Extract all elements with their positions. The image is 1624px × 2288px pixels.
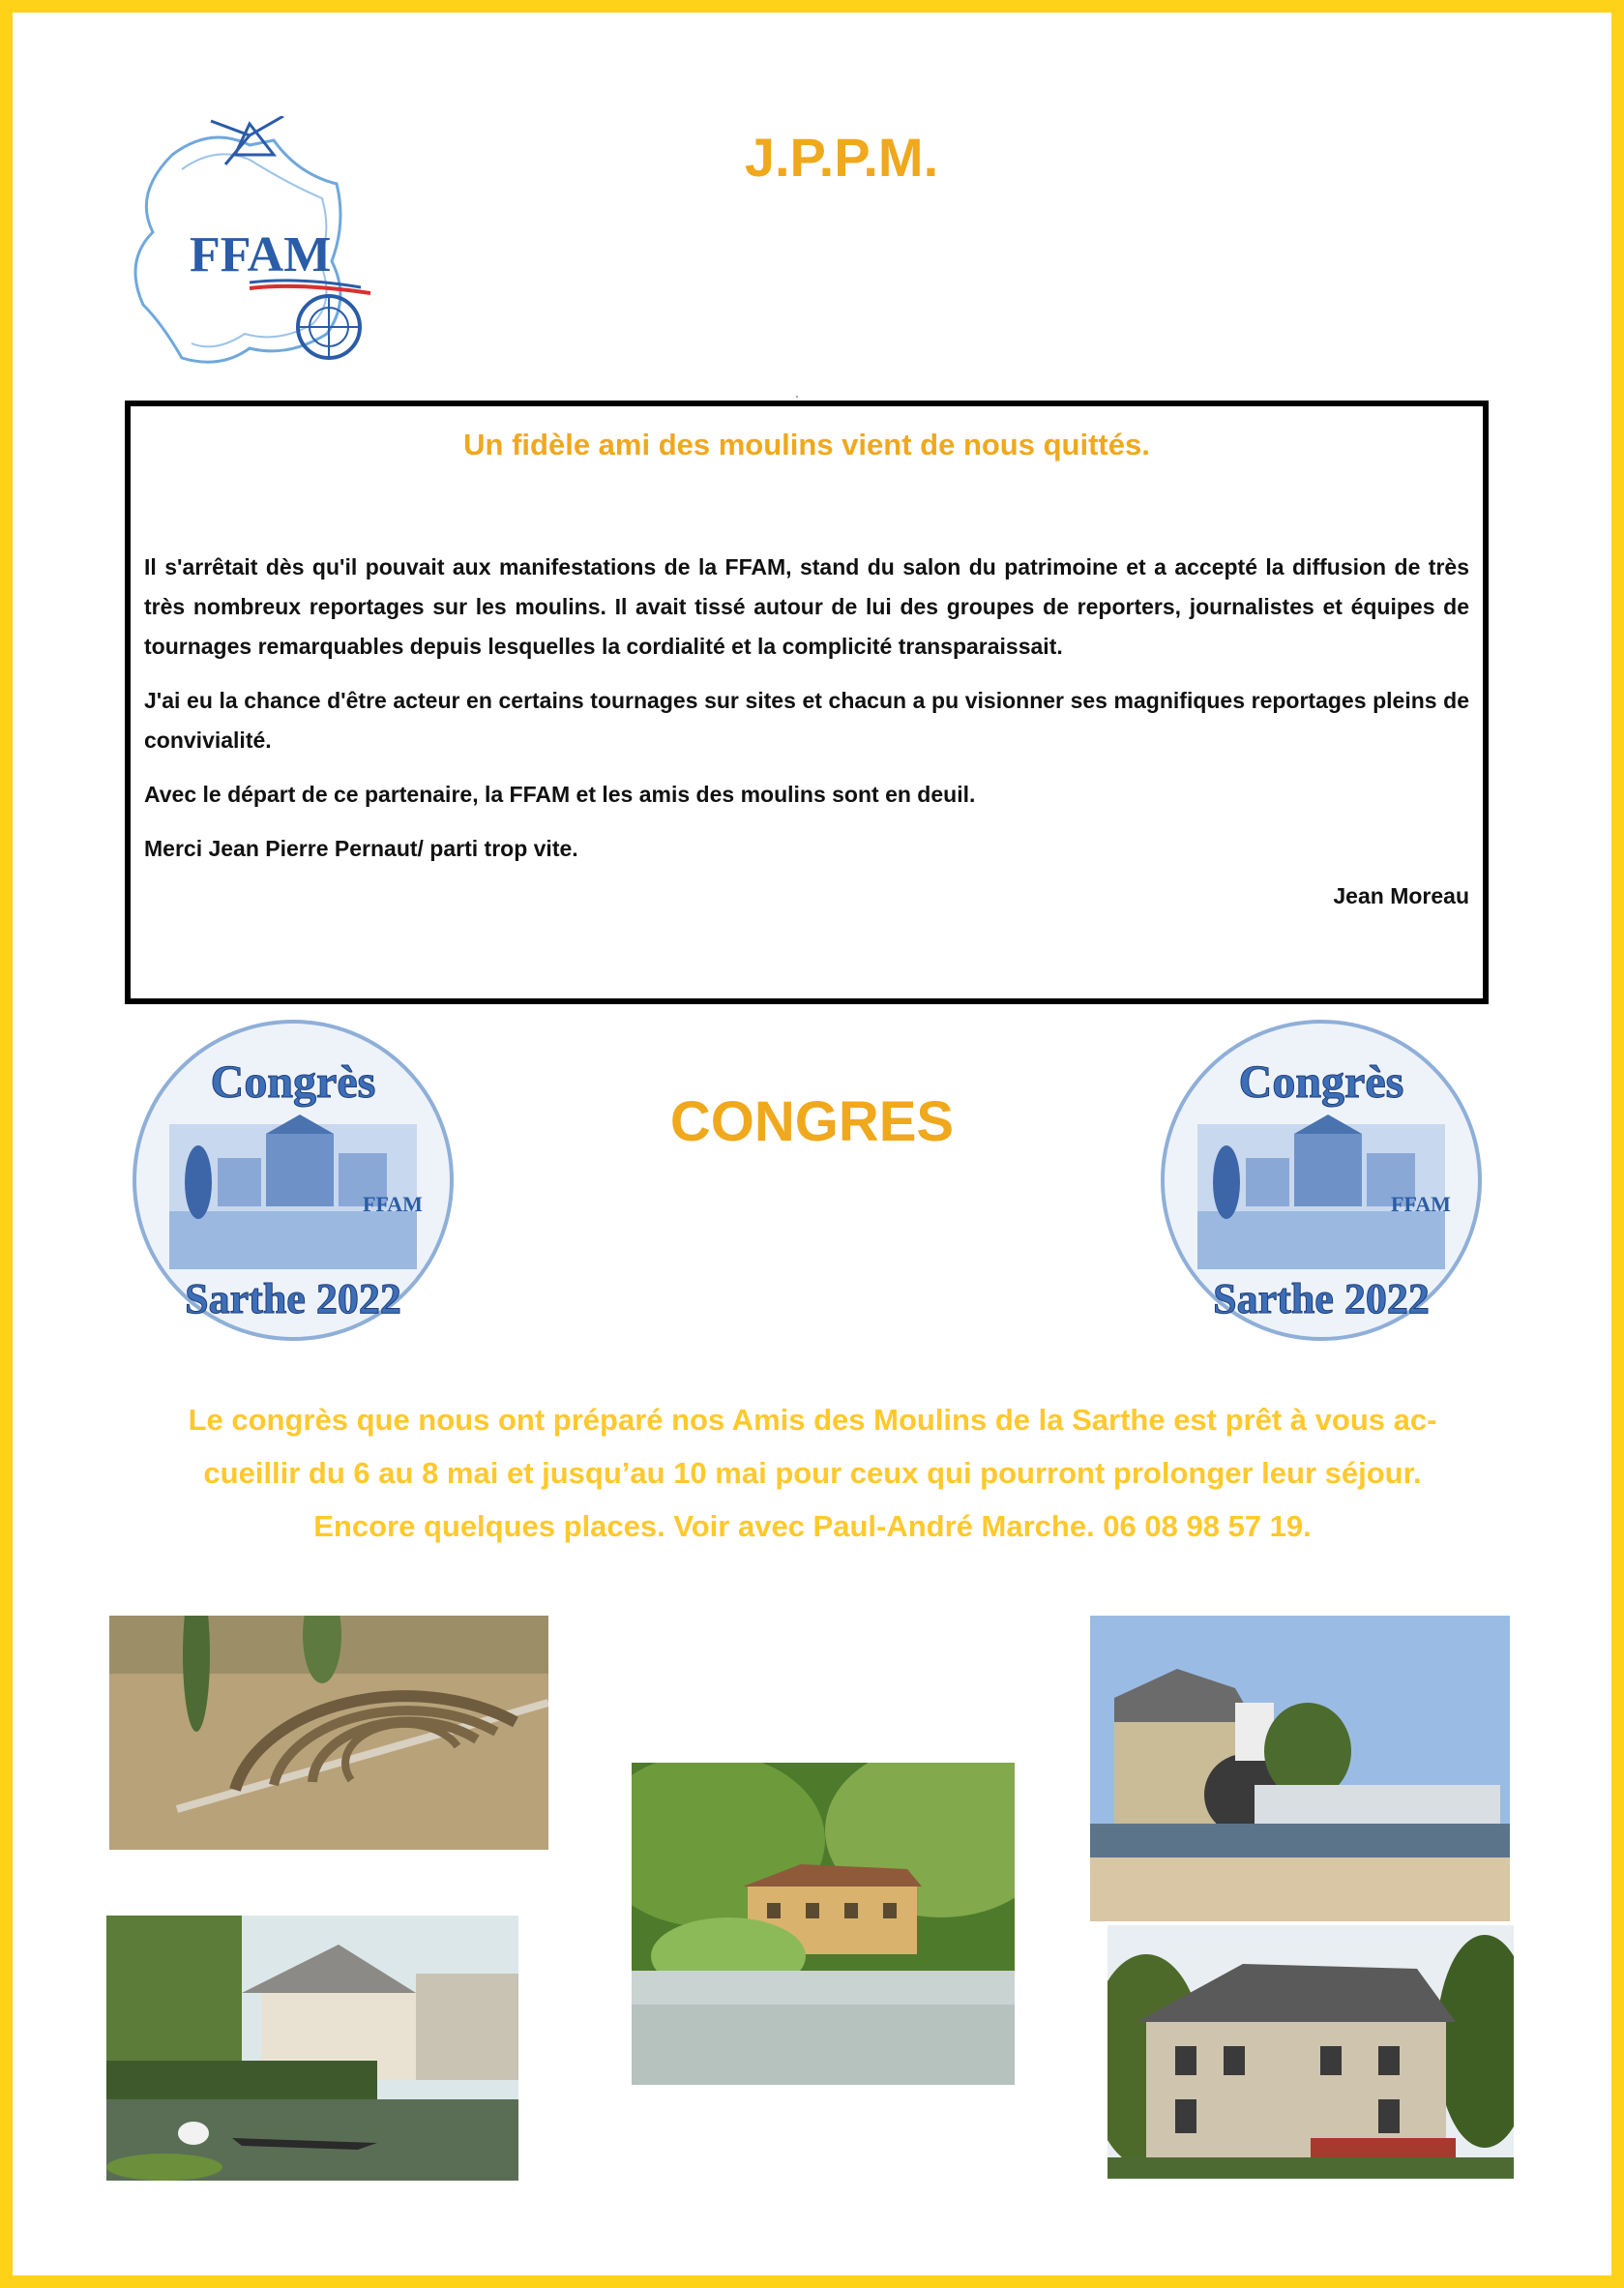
tribute-paragraph: Il s'arrêtait dès qu'il pouvait aux manifestations de la FFAM, stand du salon du patrimoine et a accepté la diffusion de très très nombreux reportages sur les moulins. Il avait tissé autour de lui des groupes de reporters, journalistes et équipes de tournages remarquables depuis lesquelles la cordialité et la complicité transparaissait. <box>144 554 1469 659</box>
tribute-paragraph: J'ai eu la chance d'être acteur en certains tournages sur sites et chacun a pu visionner ses magnifiques reportages pleins de convivialité. <box>144 688 1469 753</box>
congress-line: cueillir du 6 au 8 mai et jusqu’au 10 mai pour ceux qui pourront prolonger leur séjour. <box>203 1456 1422 1490</box>
congress-line: Le congrès que nous ont préparé nos Amis des Moulins de la Sarthe est prêt à vous ac- <box>188 1403 1437 1437</box>
congress-line: Encore quelques places. Voir avec Paul-André Marche. 06 08 98 57 19. <box>313 1509 1312 1543</box>
badge-top-text: Congrès <box>1238 1056 1404 1108</box>
badge-ffam-text: FFAM <box>1391 1192 1451 1216</box>
tribute-paragraph: Avec le départ de ce partenaire, la FFAM et les amis des moulins sont en deuil. <box>144 782 976 807</box>
tribute-signature: Jean Moreau <box>1333 883 1469 908</box>
congress-announcement <box>126 1393 1499 1553</box>
stray-mark: ' <box>796 395 798 405</box>
congress-badge-right <box>1159 1018 1484 1343</box>
badge-top-text: Congrès <box>210 1056 376 1108</box>
tribute-heading: Un fidèle ami des moulins vient de nous quittés. <box>463 428 1150 461</box>
photo-mill-weir <box>1090 1616 1510 1921</box>
photo-mill-house <box>1107 1925 1514 2179</box>
photo-ruins <box>109 1616 548 1850</box>
congress-title: CONGRES <box>669 1090 955 1153</box>
ffam-logo-text: FFAM <box>190 227 332 282</box>
badge-bottom-text: Sarthe 2022 <box>185 1275 401 1322</box>
photo-mill-forest <box>632 1763 1015 2085</box>
badge-ffam-text: FFAM <box>363 1192 423 1216</box>
congress-badge-left <box>131 1018 456 1343</box>
photo-mill-river <box>106 1916 518 2181</box>
tribute-paragraph: Merci Jean Pierre Pernaut/ parti trop vite. <box>144 836 578 861</box>
page-title: J.P.P.M. <box>744 127 939 188</box>
tribute-box <box>125 401 1489 1004</box>
badge-bottom-text: Sarthe 2022 <box>1213 1275 1430 1322</box>
